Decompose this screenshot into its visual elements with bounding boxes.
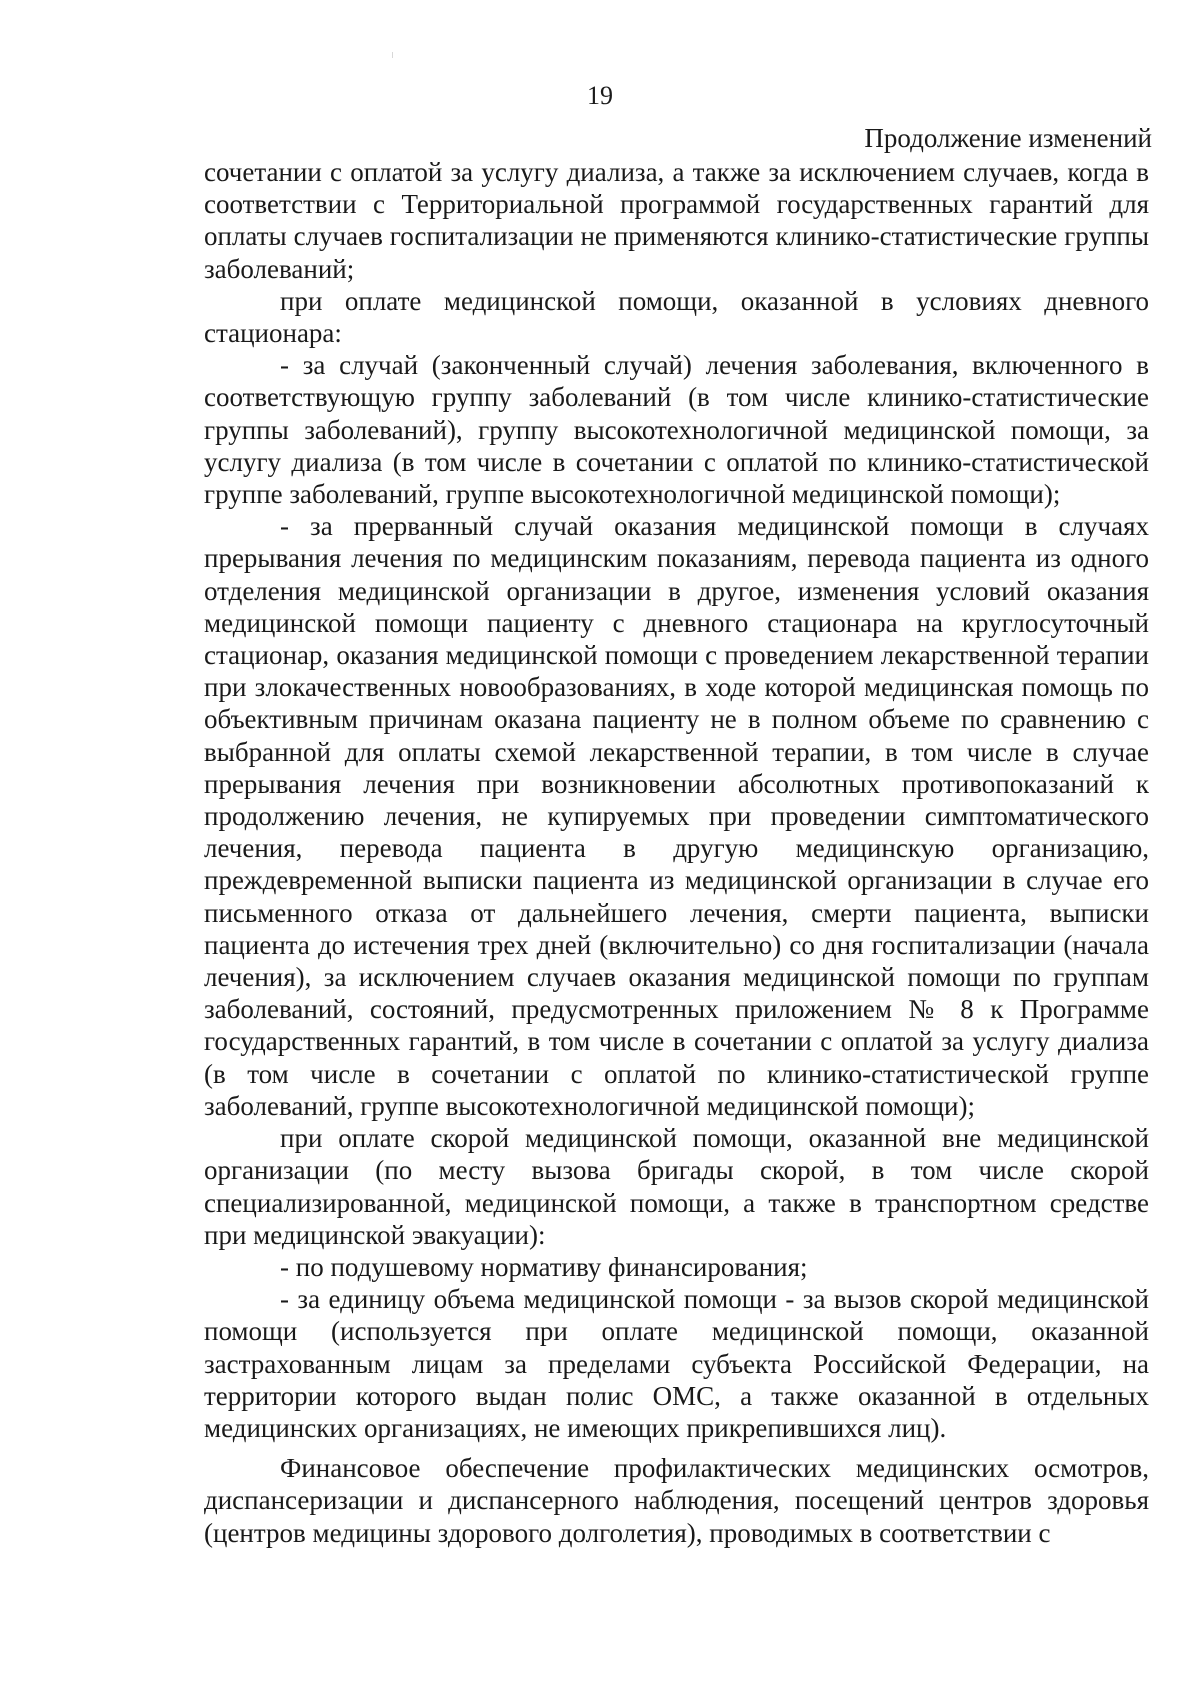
paragraph: - по подушевому нормативу финансирования; bbox=[280, 1251, 808, 1282]
page-number: 19 bbox=[587, 81, 613, 110]
document-body bbox=[204, 156, 1149, 1549]
paragraph: Финансовое обеспечение профилактических медицинских осмотров, диспансеризации и диспансерного наблюдения, посещений центров здоровья (центров медицины здорового долголетия), проводимых в соответствии с bbox=[204, 1453, 1149, 1548]
paragraph: - за единицу объема медицинской помощи - за вызов скорой медицинской помощи (используется при оплате медицинской помощи, оказанной застрахованным лицам за пределами субъекта Российской Федерации, на территории которого выдан полис ОМС, а также оказанной в отдельных медицинских организациях, не имеющих прикрепившихся лиц). bbox=[204, 1284, 1149, 1443]
paragraph: - за случай (законченный случай) лечения заболевания, включенного в соответствующую группу заболеваний (в том числе клинико-статистические группы заболеваний), группу высокотехнологичной медицинской помощи, за услугу диализа (в том числе в сочетании с оплатой по клинико-статистической группе заболеваний, группе высокотехнологичной медицинской помощи); bbox=[204, 350, 1149, 510]
paragraph: при оплате медицинской помощи, оказанной в условиях дневного стационара: bbox=[204, 285, 1149, 349]
paragraph: при оплате скорой медицинской помощи, оказанной вне медицинской организации (по месту вызова бригады скорой, в том числе скорой специализированной, медицинской помощи, а также в транспортном средстве при медицинской эвакуации): bbox=[204, 1123, 1149, 1250]
paragraph: сочетании с оплатой за услугу диализа, а также за исключением случаев, когда в соответствии с Территориальной программой государственных гарантий для оплаты случаев госпитализации не применяются клинико-статистические группы заболеваний; bbox=[204, 157, 1149, 284]
paragraph: - за прерванный случай оказания медицинской помощи в случаях прерывания лечения по медицинским показаниям, перевода пациента из одного отделения медицинской организации в другое, изменения условий оказания медицинской помощи пациенту с дневного стационара на круглосуточный стационар, оказания медицинской помощи с проведением лекарственной терапии при злокачественных новообразованиях, в ходе которой медицинская помощь по объективным причинам оказана пациенту не в полном объеме по сравнению с выбранной для оплаты схемой лекарственной терапии, в том числе в случае прерывания лечения при возникновении абсолютных противопоказаний к продолжению лечения, не купируемых при проведении симптоматического лечения, перевода пациента в другую медицинскую организацию, преждевременной выписки пациента из медицинской организации в случае его письменного отказа от дальнейшего лечения, смерти пациента, выписки пациента до истечения трех дней (включительно) со дня госпитализации (начала лечения), за исключением случаев оказания медицинской помощи по группам заболеваний, состояний, предусмотренных приложением № 8 к Программе государственных гарантий, в том числе в сочетании с оплатой за услугу диализа (в том числе в сочетании с оплатой по клинико-статистической группе заболеваний, группе высокотехнологичной медицинской помощи); bbox=[204, 511, 1149, 1121]
scan-artifact bbox=[392, 52, 393, 58]
continuation-header: Продолжение изменений bbox=[864, 123, 1152, 153]
